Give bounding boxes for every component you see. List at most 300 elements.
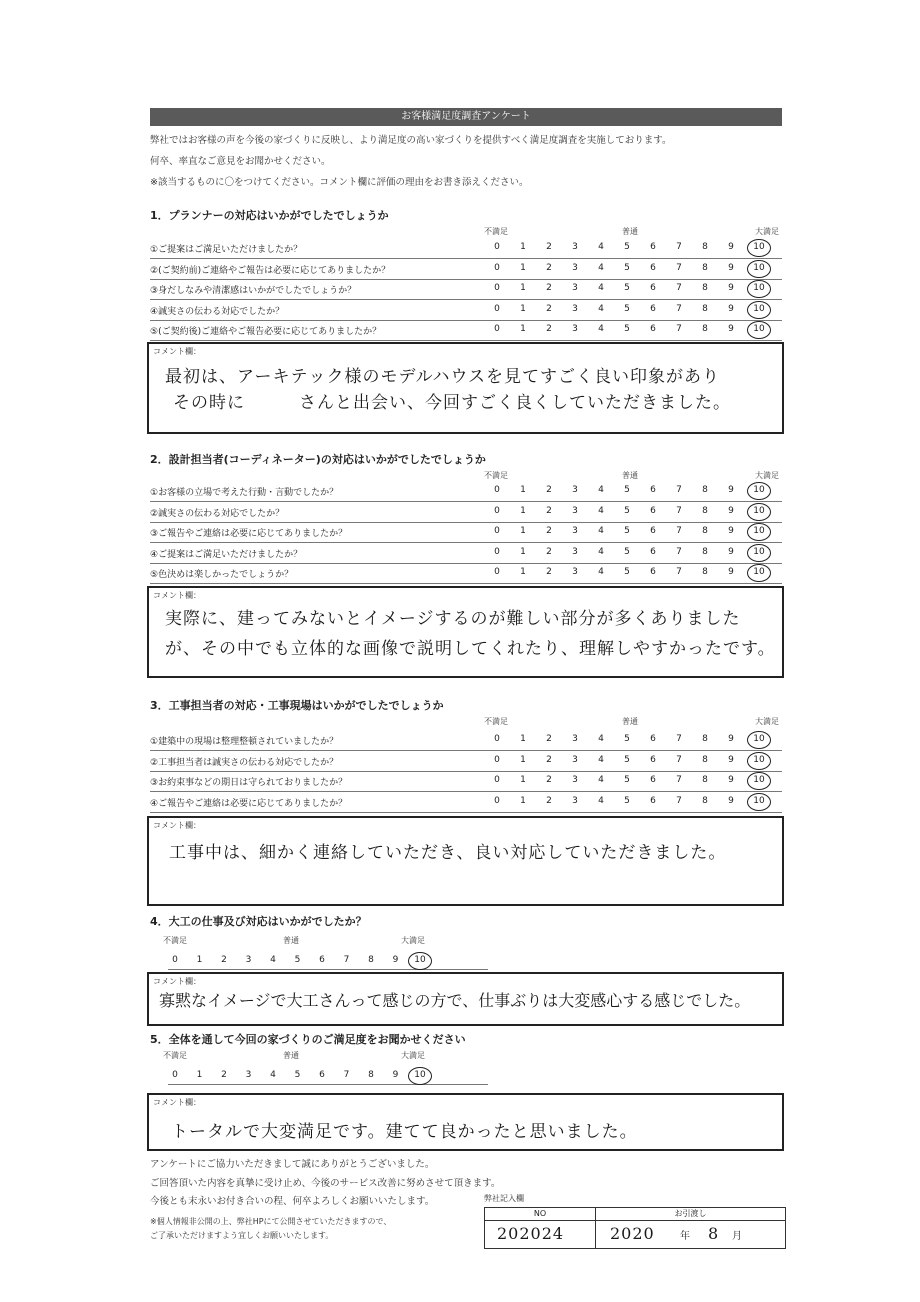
rating-option[interactable]	[752, 324, 766, 334]
rating-option[interactable]	[724, 755, 738, 765]
rating-number: 1	[196, 1070, 203, 1080]
rating-number: 5	[624, 795, 630, 806]
question-label: ⑤色決めは楽しかったでしょうか？	[150, 570, 294, 580]
rating-option[interactable]	[516, 485, 530, 495]
rating-option[interactable]	[724, 547, 738, 557]
rating-option[interactable]	[315, 1070, 329, 1080]
rating-option[interactable]	[413, 1070, 427, 1080]
rating-option[interactable]	[340, 1070, 354, 1080]
rating-option[interactable]	[620, 263, 634, 273]
rating-option[interactable]	[724, 242, 738, 252]
scale-mid-label: 普通	[622, 471, 638, 480]
rating-option[interactable]	[724, 304, 738, 314]
rating-number: 10	[414, 955, 426, 965]
rating-option[interactable]	[490, 755, 504, 765]
rating-number: 3	[245, 955, 252, 965]
rating-number: 3	[572, 505, 578, 516]
rating-option[interactable]	[542, 755, 556, 765]
rating-number: 2	[221, 1070, 227, 1080]
rating-option[interactable]	[389, 955, 403, 965]
rating-option[interactable]	[568, 242, 582, 252]
section-2-comment-line-2: が、その中でも立体的な画像で説明してくれたり、理解しやすかったです。	[165, 639, 776, 659]
rating-option[interactable]	[752, 775, 766, 785]
rating-option[interactable]	[568, 547, 582, 557]
rating-number: 8	[702, 795, 708, 806]
rating-option[interactable]	[620, 304, 634, 314]
rating-option[interactable]	[752, 263, 766, 273]
rating-number: 1	[196, 955, 203, 965]
selected-circle	[747, 731, 771, 749]
selected-circle	[408, 1067, 432, 1085]
rating-option[interactable]	[620, 775, 634, 785]
rating-option[interactable]	[752, 796, 766, 806]
comment-label: コメント欄：	[153, 977, 201, 986]
rating-option[interactable]	[724, 263, 738, 273]
rating-number: 3	[572, 546, 578, 557]
comment-label: コメント欄：	[153, 1098, 201, 1107]
rating-number: 10	[753, 242, 765, 252]
scale-high-label: 大満足	[401, 936, 425, 945]
section-3-comment-box[interactable]	[147, 816, 784, 906]
rating-option[interactable]	[594, 485, 608, 495]
rating-option[interactable]	[516, 324, 530, 334]
rating-number: 3	[572, 303, 578, 314]
rating-number: 0	[172, 1070, 178, 1080]
rating-number: 2	[546, 505, 552, 516]
rating-option[interactable]	[516, 242, 530, 252]
rating-number: 8	[702, 567, 708, 577]
rating-number: 3	[572, 526, 578, 536]
rating-number: 9	[392, 1070, 399, 1080]
rating-option[interactable]	[672, 755, 686, 765]
scale-low-label: 不満足	[484, 227, 508, 236]
rating-option[interactable]	[594, 775, 608, 785]
rating-option[interactable]	[490, 734, 504, 744]
rating-option[interactable]	[516, 775, 530, 785]
question-label: ③お約束事などの期日は守られておりましたか？	[150, 778, 348, 788]
rating-option[interactable]	[724, 283, 738, 293]
rating-option[interactable]	[542, 485, 556, 495]
rating-option[interactable]	[516, 283, 530, 293]
rating-option[interactable]	[242, 955, 256, 965]
rating-option[interactable]	[698, 796, 712, 806]
rating-option[interactable]	[516, 526, 530, 536]
rating-option[interactable]	[646, 283, 660, 293]
rating-number: 2	[546, 262, 552, 273]
rating-option[interactable]	[698, 567, 712, 577]
rating-number: 1	[520, 324, 526, 334]
rating-option[interactable]	[542, 796, 556, 806]
rating-option[interactable]	[620, 547, 634, 557]
rating-number: 7	[343, 955, 350, 965]
rating-option[interactable]	[340, 955, 354, 965]
selected-circle	[747, 793, 771, 811]
rating-number: 2	[546, 303, 552, 314]
rating-option[interactable]	[698, 324, 712, 334]
rating-option[interactable]	[594, 796, 608, 806]
rating-option[interactable]	[490, 283, 504, 293]
rating-number: 10	[414, 1070, 426, 1080]
intro-line-3: ※該当するものに〇をつけてください。コメント欄に評価の理由をお書き添えください。	[150, 177, 529, 188]
rating-option[interactable]	[672, 796, 686, 806]
privacy-note-2: ご了承いただけますよう宜しくお願いいたします。	[150, 1231, 334, 1240]
rating-option[interactable]	[542, 775, 556, 785]
rating-number: 8	[702, 485, 708, 495]
rating-number: 4	[598, 775, 604, 785]
rating-option[interactable]	[516, 263, 530, 273]
rating-option[interactable]	[542, 263, 556, 273]
rating-number: 4	[598, 283, 604, 293]
no-cell[interactable]	[485, 1221, 596, 1248]
rating-option[interactable]	[698, 263, 712, 273]
rating-number: 2	[546, 283, 552, 293]
rating-option[interactable]	[620, 283, 634, 293]
rating-option[interactable]	[646, 324, 660, 334]
rating-option[interactable]	[672, 567, 686, 577]
question-row	[150, 300, 782, 321]
office-use-table	[484, 1207, 786, 1249]
rating-number: 4	[598, 324, 604, 334]
scale-low-label: 不満足	[484, 471, 508, 480]
rating-option[interactable]	[698, 547, 712, 557]
rating-number: 5	[624, 567, 630, 577]
section-2-title: 2．設計担当者(コーディネーター)の対応はいかがでしたでしょうか	[150, 453, 486, 466]
rating-number: 0	[172, 955, 178, 965]
rating-option[interactable]	[752, 547, 766, 557]
question-row	[150, 320, 782, 341]
rating-option[interactable]	[490, 547, 504, 557]
rating-option[interactable]	[594, 324, 608, 334]
rating-option[interactable]	[646, 526, 660, 536]
rating-option[interactable]	[542, 526, 556, 536]
rating-number: 8	[702, 734, 708, 744]
rating-option[interactable]	[542, 324, 556, 334]
rating-option[interactable]	[724, 324, 738, 334]
rating-number: 4	[270, 1070, 276, 1080]
rating-number: 10	[753, 283, 765, 293]
rating-option[interactable]	[490, 796, 504, 806]
rating-number: 7	[676, 242, 682, 252]
rating-option[interactable]	[490, 775, 504, 785]
rating-number: 8	[702, 754, 708, 765]
rating-option[interactable]	[752, 506, 766, 516]
rating-option[interactable]	[724, 485, 738, 495]
rating-option[interactable]	[752, 242, 766, 252]
rating-option[interactable]	[672, 506, 686, 516]
scale-high-label: 大満足	[401, 1051, 425, 1060]
rating-number: 4	[598, 546, 604, 557]
rating-option[interactable]	[242, 1070, 256, 1080]
rating-option[interactable]	[490, 304, 504, 314]
rating-option[interactable]	[646, 796, 660, 806]
rating-option[interactable]	[516, 506, 530, 516]
rating-option[interactable]	[490, 485, 504, 495]
rating-option[interactable]	[568, 526, 582, 536]
rating-option[interactable]	[490, 242, 504, 252]
rating-number: 8	[702, 262, 708, 273]
rating-option[interactable]	[568, 796, 582, 806]
question-row	[150, 751, 782, 772]
rating-option[interactable]	[672, 526, 686, 536]
rating-option[interactable]	[490, 506, 504, 516]
rating-number: 4	[598, 485, 604, 495]
section-5-comment-line-1: トータルで大変満足です。建てて良かったと思いました。	[171, 1122, 638, 1142]
rating-option[interactable]	[672, 242, 686, 252]
section-4-comment-box[interactable]	[147, 972, 784, 1026]
rating-option[interactable]	[620, 526, 634, 536]
section-5-comment-box[interactable]	[147, 1093, 784, 1151]
rating-option[interactable]	[568, 263, 582, 273]
rating-option[interactable]	[620, 796, 634, 806]
rating-option[interactable]	[646, 755, 660, 765]
section-4-comment-line-1: 寡黙なイメージで大工さんって感じの方で、仕事ぶりは大変感心する感じでした。	[159, 991, 751, 1010]
rating-option[interactable]	[193, 1070, 207, 1080]
rating-number: 3	[572, 283, 578, 293]
rating-option[interactable]	[698, 526, 712, 536]
comment-label: コメント欄：	[153, 591, 201, 600]
rating-option[interactable]	[672, 324, 686, 334]
rating-option[interactable]	[620, 734, 634, 744]
rating-option[interactable]	[217, 955, 231, 965]
rating-option[interactable]	[724, 567, 738, 577]
rating-option[interactable]	[315, 955, 329, 965]
rating-number: 1	[520, 262, 526, 273]
rating-number: 3	[572, 734, 578, 744]
scale-mid-label: 普通	[283, 1051, 299, 1060]
rating-option[interactable]	[594, 567, 608, 577]
rating-option[interactable]	[291, 1070, 305, 1080]
rating-number: 0	[494, 567, 500, 577]
question-row	[150, 238, 782, 259]
rating-option[interactable]	[672, 485, 686, 495]
rating-number: 0	[494, 775, 500, 785]
rating-option[interactable]	[594, 734, 608, 744]
thanks-line-3: 今後とも末永いお付き合いの程、何卒よろしくお願いいたします。	[150, 1196, 435, 1207]
rating-number: 9	[728, 283, 734, 293]
rating-number: 6	[650, 324, 656, 334]
rating-option[interactable]	[542, 506, 556, 516]
rating-option[interactable]	[646, 734, 660, 744]
rating-option[interactable]	[217, 1070, 231, 1080]
rating-option[interactable]	[698, 242, 712, 252]
rating-option[interactable]	[724, 775, 738, 785]
rating-option[interactable]	[646, 506, 660, 516]
rating-number: 10	[753, 485, 765, 495]
rating-number: 9	[728, 242, 734, 252]
rating-number: 2	[546, 567, 552, 577]
rating-option[interactable]	[698, 775, 712, 785]
rating-number: 3	[572, 754, 578, 765]
handover-cell[interactable]	[596, 1221, 785, 1248]
rating-option[interactable]	[620, 755, 634, 765]
rating-option[interactable]	[168, 1070, 182, 1080]
rating-option[interactable]	[698, 304, 712, 314]
rating-option[interactable]	[542, 283, 556, 293]
rating-option[interactable]	[594, 547, 608, 557]
selected-circle	[747, 321, 771, 339]
rating-option[interactable]	[724, 734, 738, 744]
rating-option[interactable]	[724, 526, 738, 536]
rating-option[interactable]	[752, 526, 766, 536]
rating-option[interactable]	[620, 567, 634, 577]
rating-option[interactable]	[490, 567, 504, 577]
rating-number: 1	[520, 505, 526, 516]
rating-option[interactable]	[542, 567, 556, 577]
rating-option[interactable]	[516, 547, 530, 557]
rating-number: 9	[728, 303, 734, 314]
rating-option[interactable]	[752, 734, 766, 744]
rating-option[interactable]	[389, 1070, 403, 1080]
question-label: ④誠実さの伝わる対応でしたか？	[150, 306, 285, 317]
rating-option[interactable]	[646, 567, 660, 577]
rating-option[interactable]	[168, 955, 182, 965]
rating-number: 7	[676, 775, 682, 785]
rating-number: 4	[598, 262, 604, 273]
rating-option[interactable]	[490, 263, 504, 273]
question-label: ③身だしなみや清潔感はいかがでしたでしょうか？	[150, 286, 357, 296]
rating-number: 7	[676, 526, 682, 536]
selected-circle	[747, 544, 771, 562]
rating-number: 3	[572, 485, 578, 495]
rating-option[interactable]	[752, 304, 766, 314]
rating-number: 5	[624, 754, 630, 765]
rating-option[interactable]	[672, 263, 686, 273]
rating-option[interactable]	[724, 796, 738, 806]
rating-number: 6	[650, 505, 656, 516]
rating-option[interactable]	[516, 796, 530, 806]
rating-option[interactable]	[516, 755, 530, 765]
rating-option[interactable]	[594, 755, 608, 765]
question-label: ①お客様の立場で考えた行動・言動でしたか？	[150, 488, 339, 498]
rating-number: 6	[650, 775, 656, 785]
rating-option[interactable]	[266, 1070, 280, 1080]
section-2-comment-box[interactable]	[147, 586, 784, 678]
rating-number: 9	[728, 775, 734, 785]
rating-option[interactable]	[672, 283, 686, 293]
rating-option[interactable]	[646, 263, 660, 273]
rating-option[interactable]	[646, 775, 660, 785]
rating-option[interactable]	[594, 304, 608, 314]
rating-option[interactable]	[568, 755, 582, 765]
rating-option[interactable]	[594, 526, 608, 536]
rating-option[interactable]	[568, 734, 582, 744]
rating-option[interactable]	[568, 506, 582, 516]
rating-option[interactable]	[193, 955, 207, 965]
rating-option[interactable]	[672, 304, 686, 314]
rating-number: 9	[728, 795, 734, 806]
selected-circle	[747, 280, 771, 298]
rating-option[interactable]	[752, 567, 766, 577]
rating-option[interactable]	[542, 242, 556, 252]
rating-option[interactable]	[752, 485, 766, 495]
rating-option[interactable]	[516, 734, 530, 744]
rating-number: 0	[494, 242, 500, 252]
rating-number: 8	[702, 526, 708, 536]
rating-option[interactable]	[698, 734, 712, 744]
rating-option[interactable]	[266, 955, 280, 965]
rating-option[interactable]	[568, 567, 582, 577]
rating-option[interactable]	[620, 506, 634, 516]
rating-option[interactable]	[516, 567, 530, 577]
rating-option[interactable]	[698, 485, 712, 495]
rating-number: 4	[598, 795, 604, 806]
question-row	[150, 522, 782, 543]
rating-option[interactable]	[752, 755, 766, 765]
rating-option[interactable]	[594, 242, 608, 252]
rating-option[interactable]	[490, 526, 504, 536]
selected-circle	[747, 260, 771, 278]
rating-option[interactable]	[364, 955, 378, 965]
rating-option[interactable]	[646, 485, 660, 495]
rating-option[interactable]	[568, 485, 582, 495]
rating-option[interactable]	[594, 263, 608, 273]
rating-option[interactable]	[291, 955, 305, 965]
thanks-line-2: ご回答頂いた内容を真摯に受け止め、今後のサービス改善に努めさせて頂きます。	[150, 1178, 501, 1189]
rating-option[interactable]	[672, 734, 686, 744]
rating-option[interactable]	[752, 283, 766, 293]
rating-number: 1	[520, 242, 526, 252]
rating-option[interactable]	[364, 1070, 378, 1080]
rating-number: 7	[676, 505, 682, 516]
rating-option[interactable]	[620, 324, 634, 334]
rating-option[interactable]	[672, 547, 686, 557]
rating-option[interactable]	[542, 547, 556, 557]
rating-option[interactable]	[698, 506, 712, 516]
rating-option[interactable]	[568, 324, 582, 334]
question-row	[150, 563, 782, 584]
question-row	[150, 543, 782, 564]
section-4-title: 4．大工の仕事及び対応はいかがでしたか？	[150, 915, 367, 928]
rating-option[interactable]	[413, 955, 427, 965]
rating-option[interactable]	[698, 283, 712, 293]
rating-number: 8	[702, 546, 708, 557]
question-label: ②工事担当者は誠実さの伝わる対応でしたか？	[150, 757, 339, 768]
rating-option[interactable]	[620, 242, 634, 252]
rating-option[interactable]	[672, 775, 686, 785]
rating-option[interactable]	[542, 734, 556, 744]
rating-option[interactable]	[724, 506, 738, 516]
rating-option[interactable]	[620, 485, 634, 495]
rating-number: 5	[624, 485, 630, 495]
rating-option[interactable]	[516, 304, 530, 314]
rating-number: 10	[753, 505, 765, 516]
rating-option[interactable]	[490, 324, 504, 334]
rating-number: 9	[728, 505, 734, 516]
rating-option[interactable]	[568, 775, 582, 785]
rating-number: 3	[572, 262, 578, 273]
section-1-comment-box[interactable]	[147, 342, 784, 434]
office-use-label: 弊社記入欄	[484, 1194, 524, 1203]
selected-circle	[747, 564, 771, 582]
rating-option[interactable]	[568, 304, 582, 314]
rating-option[interactable]	[646, 547, 660, 557]
rating-number: 5	[294, 955, 301, 965]
rating-option[interactable]	[568, 283, 582, 293]
rating-option[interactable]	[698, 755, 712, 765]
rating-number: 0	[494, 795, 500, 806]
rating-option[interactable]	[594, 506, 608, 516]
comment-label: コメント欄：	[153, 821, 201, 830]
rating-number: 6	[650, 262, 656, 273]
rating-number: 7	[343, 1070, 350, 1080]
rating-option[interactable]	[646, 304, 660, 314]
rating-number: 5	[624, 505, 630, 516]
rating-option[interactable]	[542, 304, 556, 314]
rating-option[interactable]	[646, 242, 660, 252]
month-value: 8	[708, 1224, 720, 1243]
rating-number: 9	[728, 526, 734, 536]
rating-option[interactable]	[594, 283, 608, 293]
